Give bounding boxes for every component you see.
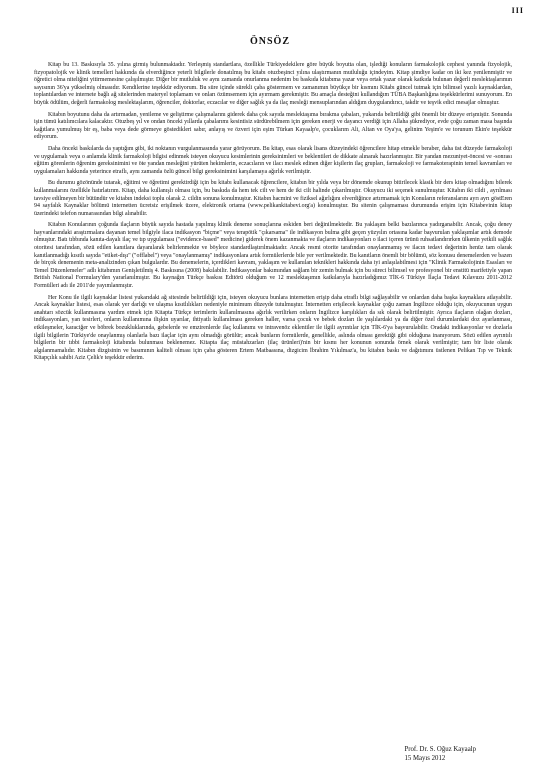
- author-name: Prof. Dr. S. Oğuz Kayaalp: [404, 746, 476, 753]
- paragraph: Her Konu ile ilgili kaynaklar listesi yukarıdaki ağ sitesinde belirtildiği için, isteyen okuyucu bunlara internetten erişip daha etraflı bilgi sağlayabilir ve onlardan daha başka kaynaklara atlayabilir. Ancak kaynaklar listesi, esas olarak yer darlığı ve ulaşma kısıtlılıkları nedeniyle minimum düzeyde tutulmuştur. İnternetten erişilecek kaynaklar çoğu zaman İngilizce olduğu için, okuyucunun uygun anahtarı sözcük kullanmasına yardım etmek için Kitapta Türkçe terimlerin kullanılmasına ağırlık verilirken onların İngilizce karşılıkları da sık olarak belirtilmiştir. Ayrıca ilaçların olağan dozları, indikasyonları, yan tesirleri, onların kullanımına ilişkin uyarılar, ihtiyatlı kullanılması gereken haller, varsa çocuk ve bebek dozları ile yaşlılardaki ya da diğer özel durumlardaki doz ayarlanması, etkileşmeler, karaciğer ve böbrek bozukluklarında, gebelerde ve emzirenlerde ilaç kullanımı ve intravenöz eklentiler ile ilgili ayrıntılar için TİK-6'ya başvurulabilir. Oradaki indikasyonlar ve dozlarla ilgili bilgilerin Türkiye'de onaylanmış olanlarla bazı ilaçlar için aynı olmadığı görülür; ancak bunların formülerde, genellikle, aslında olması gerektiği gibi olduğuna inanıyorum. Sözü edilen ayrıntılı bilgilerin bir tıbbi farmakoloji kitabında bulunması beklenemez. Kitapta ilaç müstahzarları (ilaç ürünleri)'nin bir kısmı her konunun sonunda örnek olarak verilmiştir; tam bir liste olarak algılanmamalıdır. Kitabın dizgisinin ve basımının kaliteli olması için çaba gösteren Ertem Matbaasına, dizgicim İbrahim Yıkılmaz'a, bu kitabın baskı ve dağıtımını üstlenen Pelikan Tıp ve Teknik Kitapçılık sahibi Aziz Çelik'e teşekkür ederim.: [34, 294, 512, 362]
- paragraph: Bu durumu gözönünde tutarak, eğitimi ve öğretimi gerektirdiği için bu kitabı kullanacak öğrencilere, kitabın bir yılda veya bir dönemde okunup bitirilecek klasik bir ders kitap olmadığını bilerek kullanmalarını özellikle hatırlatırım. Kitap, daha kullanışlı olması için, bu baskıda da hem tek cilt ve hem de iki cilt halinde çıkarılmıştır. Okuyucu iki seçenek sunulmuştur. Kitabın iki cildi , ayrılması tavsiye edilmeyen bir bütündür ve kitabın indeksi toplu olarak 2. cildin sonuna konulmuştur. Kitabın hacmini ve fiziksel ağırlığını elverdiğince artırmamak için Konuların referanslarını ayrı ayrı göstEren 94 sayfalık Kaynaklar bölümü internetten ücretsiz erişilmek üzere, elektronik ortama (www.pelikankitabevi.org'a) konulmuştur. Bu sitenin çalışmaması durumunda erişim için Kitabevinin kitap üzerindeki telefon numarasından bilgi alınabilir.: [34, 180, 512, 217]
- paragraph: Kitabın boyutunu daha da artırmadan, yenileme ve geliştirme çalışmalarını giderek daha çok sayıda meslektaşıma bırakma çabaları, yukarıda belirtildiği gibi önemli bir düzeye erişmiştir. Sonunda işin tümü katılımcılara kalacaktır. Otuzbeş yıl ve ondan önceki yıllarda çabalarımı kesintisiz sürdürebilmem için gereken enerji ve dayancı verdiği için Allaha şükrediyor, evde çoğu zaman masa başında kağıtlara yumulmuş bir eş, baba veya dede görmeye göstedikleri sabır, anlayış ve özveri için eşim Türkan Kayaalp'e, çocuklarım Ali, Altan ve Oya'ya, gelinim Yeşim'e ve torunum Ekin'e teşekkür ediyorum.: [34, 111, 512, 141]
- paragraph: Daha önceki baskılarda da yaptığım gibi, iki noktanın vurgulanmasında yarar görüyorum. Bu kitap, esas olarak lisans düzeyindeki öğrencilere hitap etmekle beraber, daha üst düzeyde farmakoloji ve uygulamalı veya o anlamda klinik farmakoloji bilgisi edinmek isteyen okuyucu kesimlerinin gereksinimleri ve beklentileri de dikkate alınarak hazırlanmıştır. Bir yandan mezuniyet-öncesi ve -sonrası eğitim görenlerin öğrenim gereksinimini ve öte yandan mesleğini yürüten hekimlerin, eczacıların ve ilacı meslek edinen diğer kişilerin ilaç grupları, farmakoloji ve farmakoterapinin temel kavramları ve uygulamaları hakkında yeterince etraflı, aynı zamanda özlü güncel bilgi gereksinimini karşılamaya ağırlık verilmiştir.: [34, 145, 512, 175]
- signature-block: [404, 746, 476, 763]
- page-number: III: [511, 6, 524, 15]
- page-title: ÖNSÖZ: [249, 36, 290, 47]
- preface-body: [34, 62, 512, 367]
- paragraph: Kitabın Konularının çoğunda ilaçların büyük sayıda hastada yapılmış klinik deneme sonuçlarına eskiden beri değinilmektedir. Bu yaklaşım belki bazılarınca yadırganabilir. Ancak, çoğu deney hayvanlarındaki araştırmalara dayanan temel bilgiyle ilaca indikasyon "biçme" veya terapötik "çıkarsama" ile indikasyon bulma gibi geçen yüzyılın ortasına kadar başvurulan yaklaşımlar artık demode olmuştur. Batı tıbbında kanıta-dayalı ilaç ve tıp uygulaması ("evidence-based" medicine) giderek önem kazanmakta ve ilaçların indikasyonları o ilaci içeren ürünü ruhsatlandırırken ülkenin yetkili sağlık otoritesi tarafından, sözü edilen kanıtlara dayanılarak belirlenmekte ve böylece standardlaştırılmaktadır. Ancak resmi otorite tarafından onaylanmamış ve ilacın tedavi değerinin henüz tam olarak kanıtlanmadığı kısıtlı sayıda "etiket-dışı" ("offlabel") veya "onaylanmamış" indikasyonlara artık formülerlerde bile yer verilmektedir. Bu kanıtların önemli bir bölümü, söz konusu denemelerden ve bazen de birçok denemenin meta-analizinden çıkan bulgulardır. Bu denemelerin, içerdikleri kavram, yaklaşım ve kullanılan teknikleri hakkında daha iyi anlaşılabilmesi için "Klinik Farmakolojinin Esasları ve Temel Düzenlemeler" adlı kitabımın Genişletilmiş 4. Baskısına (2008) bakılabilir. İndikasyonlar bakımından sağlam bir zemin bulmak için bu süreci bilimsel ve profesyonel bir enstitü marifetiyle yapan British National Formulary'den yararlanılmıştır. Bu kaynağın Türkçe baskısı Editörü olduğum ve 12 meslektaşımın katkılarıyla hazırladığımız TİK-6 Türkiye İlaçla Tedavi Kılavuzu 2011-2012 Formülleri adı ile 2011'de yayımlanmıştır.: [34, 222, 512, 290]
- signature-date: 15 Mayıs 2012: [404, 754, 446, 762]
- paragraph: Kitap bu 13. Baskısıyla 35. yılına girmiş bulunmaktadır. Yerleşmiş standartlara, özellikle Türkiyedekilere göre büyük boyutta olan, işlediği konuların farmakolojik cephesi yanında fizyolojik, fizyopatolojik ve klinik temelleri hakkında da elverdiğince yeterli bilgilerle donatılmış bu kitabı otuzbeşinci yılına ulaştırmanın mutluluğu içindeyim. Kitap şimdiye kadar on iki kez yenilenmiştir ve öğretici olma niteliğini yitirmemesine çalışılmıştır. Diğer bir mutluluk ve aynı zamanda onurlanma nedenim bu baskıda kitabıma yazar veya ortak yazar olarak katkıda bulunan değerli meslektaşlarımın sayısının 36'ya yükselmiş olmasıdır. Kendilerine teşekkür ediyorum. Bu süre içinde sürekli çaba göstermem ve zamanımın büyükçe bir kısmını Kitabı güncel tutmak için bilimsel yazılı kaynaklardan, toplantılardan ve internete bağlı ağ sitelerinden materyel toplamam ve onları özümsemem için ayırmam gerekmiştir. Bu amaçla desteğini kullandığım TÜBA Başkanlığına teşekkürlerimi sunuyorum. En büyük ödülüm, değerli farmakolog meslektaşlarım, öğrenciler, doktorlar, eczacılar ve diğer sağlık ya da ilaç mesleği mensuplarından aldığım duygulandırıcı, takdir ve teşvik edici mesajlar olmuştur.: [34, 62, 512, 106]
